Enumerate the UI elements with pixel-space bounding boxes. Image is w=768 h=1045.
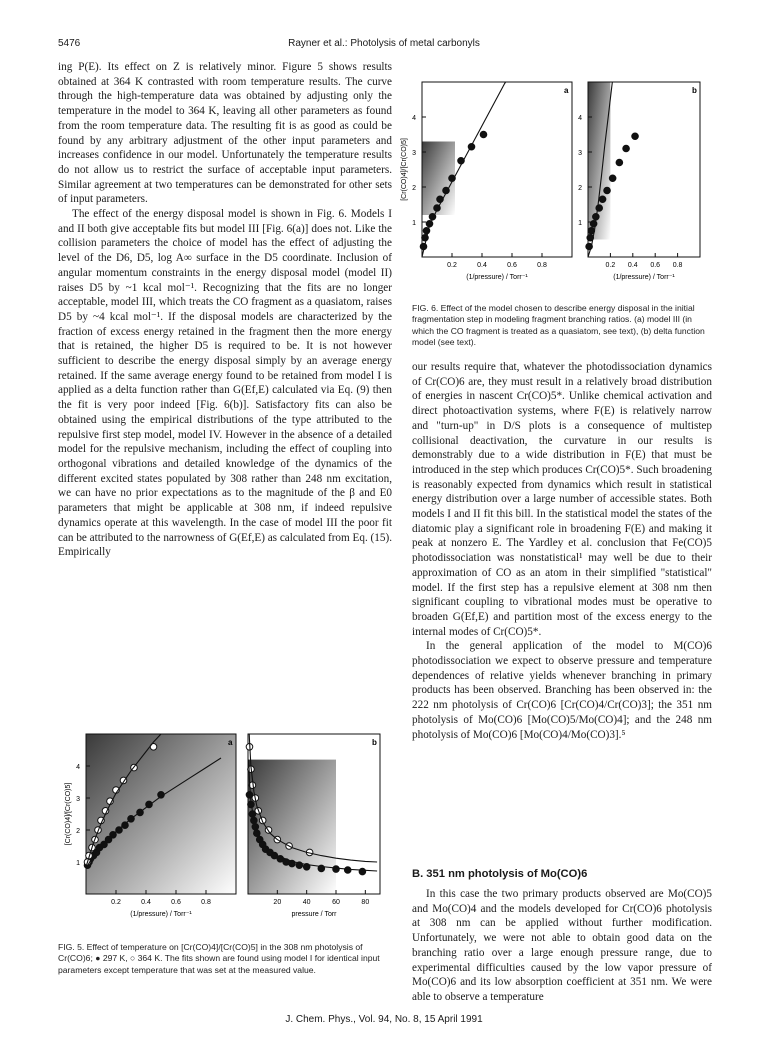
right-column — [412, 360, 712, 742]
fig6b-xtick-label: 0.6 — [650, 262, 661, 269]
fig5b-xlabel: pressure / Torr — [291, 911, 337, 918]
figure-5b-plot — [240, 720, 390, 935]
fig6b-xtick-label: 0.2 — [605, 262, 616, 269]
figure-6b-plot — [578, 60, 708, 285]
left-column — [58, 60, 392, 560]
figure-6 — [398, 60, 718, 285]
fig6b-filled-point — [632, 133, 639, 140]
figure-6-caption: FIG. 6. Effect of the model chosen to describe energy disposal in the initial fragmentation step in modeling fragment branching ratios. (a) model III (in which the CO fragment is treated as a quasiatom, see text), (b) delta function model (see text). — [412, 303, 705, 348]
fig6b-filled-point — [604, 187, 611, 194]
fig6a-xtick-label: 0.8 — [537, 262, 547, 269]
fig6a-xlabel: (1/pressure) / Torr⁻¹ — [466, 274, 528, 281]
fig6a-xtick-label: 0.2 — [447, 262, 457, 269]
fig5a-ytick-label: 2 — [76, 828, 80, 835]
fig6b-xtick-label: 0.8 — [672, 262, 683, 269]
fig6b-xlabel: (1/pressure) / Torr⁻¹ — [613, 274, 675, 281]
page-number: 5476 — [58, 38, 81, 49]
section-text — [412, 887, 712, 1005]
fig5a-shading — [86, 734, 236, 894]
fig6a-ytick-label: 2 — [412, 185, 416, 192]
fig6b-panel-label: b — [692, 86, 697, 95]
fig6a-ylabel: [Cr(CO)4]/[Cr(CO)5] — [401, 138, 408, 201]
fig5b-xtick-label: 60 — [332, 899, 340, 906]
fig6b-filled-point — [623, 145, 630, 152]
fig6b-xtick-label: 0.4 — [627, 262, 638, 269]
left-paragraph-1: ing P(E). Its effect on Z is relatively minor. Figure 5 shows results obtained at 364 K contrasted with room temperature results. The curve through the high-temperature data was obtained by adjusting only the temperature in the model to 364 K, leaving all other parameters as found from the room temperature data. The resulting fit is as good as could be found by any arbitrary adjustment of the other input parameters and increases confidence in our model. Unfortunately the temperature results do not allow us to restrict the surface of acceptable input parameters. Similar agreement at two temperatures can be demonstrated for other sets of input parameters. — [58, 61, 392, 206]
fig5a-xlabel: (1/pressure) / Torr⁻¹ — [130, 911, 192, 918]
fig6a-ytick-label: 4 — [412, 115, 416, 122]
figure-5a-plot — [58, 720, 240, 935]
fig5b-panel-label: b — [372, 738, 377, 747]
fig6a-xtick-label: 0.4 — [477, 262, 487, 269]
figure-5-caption: FIG. 5. Effect of temperature on [Cr(CO)4]/[Cr(CO)5] in the 308 nm photolysis of Cr(CO)6; ● 297 K, ○ 364 K. The fits shown are found using model I for identical input parameters except temperature that was set at the measured value. — [58, 942, 380, 975]
left-paragraph-2: The effect of the energy disposal model is shown in Fig. 6. Models I and II both give acceptable fits but model III [Fig. 6(a)] does not. Like the collision parameters the choice of model has the effect of adjusting the level of the D6, D5, log A∞ surface in the D5 coordinate. Inclusion of angular momentum constraints in the energy disposal model (model II) raises D5 by ~1 kcal mol⁻¹. Recognizing that the fits are no longer acceptable, model III, which treats the CO fragment as a quasiatom, raises D5 by ~4 kcal mol⁻¹. If the disposal models are characterized by the fraction of excess energy retained in the fragment then the more energy that is retained, the higher D5 is required to be. It is not however sufficient to describe the energy disposal simply by an average energy retained. If the same average energy found to be retained from model I is applied as a delta function rather than G(Ef,E) calculated via Eq. (9) then the fit is very poor indeed [Fig. 6(b)]. Satisfactory fits can also be obtained using the empirical distributions of the type attributed to the repulsive first step model, model IV. However in the absence of a detailed model for the repulsive mechanism, including the effect of coupling into orthogonal vibrations and detailed knowledge of the dynamics of the different excited states populated by 308 rather than 248 nm excitation, we can have no prior expectations as to the magnitude of the β and E0 parameters that might be applicable at 308 nm, if indeed repulsive dynamics operate at this wavelength. In the case of model III the poor fit can be attributed to the narrowness of G(Ef,E) as calculated from Eq. (15). Empirically — [58, 208, 392, 559]
running-title: Rayner et al.: Photolysis of metal carbonyls — [288, 38, 480, 49]
fig6a-ytick-label: 1 — [412, 220, 416, 227]
figure-5 — [58, 720, 394, 935]
fig5b-xtick-label: 20 — [273, 899, 282, 906]
section-heading: B. 351 nm photolysis of Mo(CO)6 — [412, 868, 588, 880]
fig6a-panel-label: a — [564, 86, 569, 95]
fig6b-filled-point — [609, 175, 616, 182]
fig5a-xtick-label: 0.8 — [201, 899, 211, 906]
fig5a-ytick-label: 4 — [76, 764, 80, 771]
fig5a-ytick-label: 1 — [76, 860, 80, 867]
fig6b-ytick-label: 4 — [578, 115, 582, 122]
fig5b-filled-point — [344, 867, 351, 874]
fig6a-xtick-label: 0.6 — [507, 262, 517, 269]
fig5a-xtick-label: 0.2 — [111, 899, 121, 906]
fig6b-ytick-label: 2 — [578, 185, 582, 192]
fig5b-filled-point — [359, 868, 366, 875]
journal-footer: J. Chem. Phys., Vol. 94, No. 8, 15 April 1991 — [285, 1014, 483, 1025]
fig5b-shading — [248, 760, 336, 894]
figure-6a-plot — [398, 60, 578, 285]
fig5a-xtick-label: 0.4 — [141, 899, 151, 906]
fig5b-xtick-label: 40 — [302, 899, 311, 906]
section-paragraph: In this case the two primary products observed are Mo(CO)5 and Mo(CO)4 and the models developed for Cr(CO)6 photolysis at 308 nm can be applied without further modification. Unfortunately, we were not able to obtain good data on the branching ratio over a large enough pressure range, due to experimental difficulties caused by the low vapor pressure of Mo(CO)6 and its low absorption coefficient at 351 nm. We were able to observe a temperature — [412, 888, 712, 1003]
fig6b-ytick-label: 3 — [578, 150, 582, 157]
fig5b-filled-point — [333, 866, 340, 873]
right-paragraph-1: our results require that, whatever the photodissociation dynamics of Cr(CO)6 are, they must result in a relatively broad distribution of energies in nascent Cr(CO)5*. Unlike chemical activation and direct photoactivation systems, where F(E) is relatively narrow and "turn-up" in D/S plots is a consequence of multistep collisional deactivation, the curvature in our results is demonstrably due to a wide distribution in F(E) that must be introduced in the step which produces Cr(CO)5*. Such broadening is reasonably expected from dynamics which result in statistical energy distribution over a large number of accessible states. Both models I and II fit this bill. In the statistical model the states of the diatomic play a significant role in broadening F(E) and making it peak at nonzero E. The Yardley et al. conclusion that Fe(CO)5 photodissociation was nonstatistical¹ may well be due to their approximation of CO as an atom in their simplified "statistical" model. If the first step has a repulsive element at 308 nm then significant coupling to vibrational modes must be operative to broaden G(Ef,E) and partition most of the excess energy to the internal modes of Cr(CO)5*. — [412, 361, 712, 638]
fig5a-xtick-label: 0.6 — [171, 899, 181, 906]
fig6a-filled-point — [480, 131, 487, 138]
fig6a-ytick-label: 3 — [412, 150, 416, 157]
fig5a-ylabel: [Cr(CO)4]/[Cr(CO)5] — [65, 782, 72, 846]
fig5b-xtick-label: 80 — [361, 899, 370, 906]
fig5a-panel-label: a — [228, 738, 233, 747]
fig6b-filled-point — [616, 159, 623, 166]
fig6b-filled-point — [599, 196, 606, 203]
fig5a-ytick-label: 3 — [76, 796, 80, 803]
fig6b-ytick-label: 1 — [578, 220, 582, 227]
right-paragraph-2: In the general application of the model to M(CO)6 photodissociation we expect to observe pressure and temperature dependences of relative yields whenever branching in primary products has been observed. Branching has been observed in: the 222 nm photolysis of Cr(CO)6 [Cr(CO)4/Cr(CO)3]; the 351 nm photolysis of Mo(CO)6 [Mo(CO)5/Mo(CO)4]; and the 248 nm photolysis of Mo(CO)6 [Mo(CO)4/Mo(CO)3].⁵ — [412, 640, 712, 741]
